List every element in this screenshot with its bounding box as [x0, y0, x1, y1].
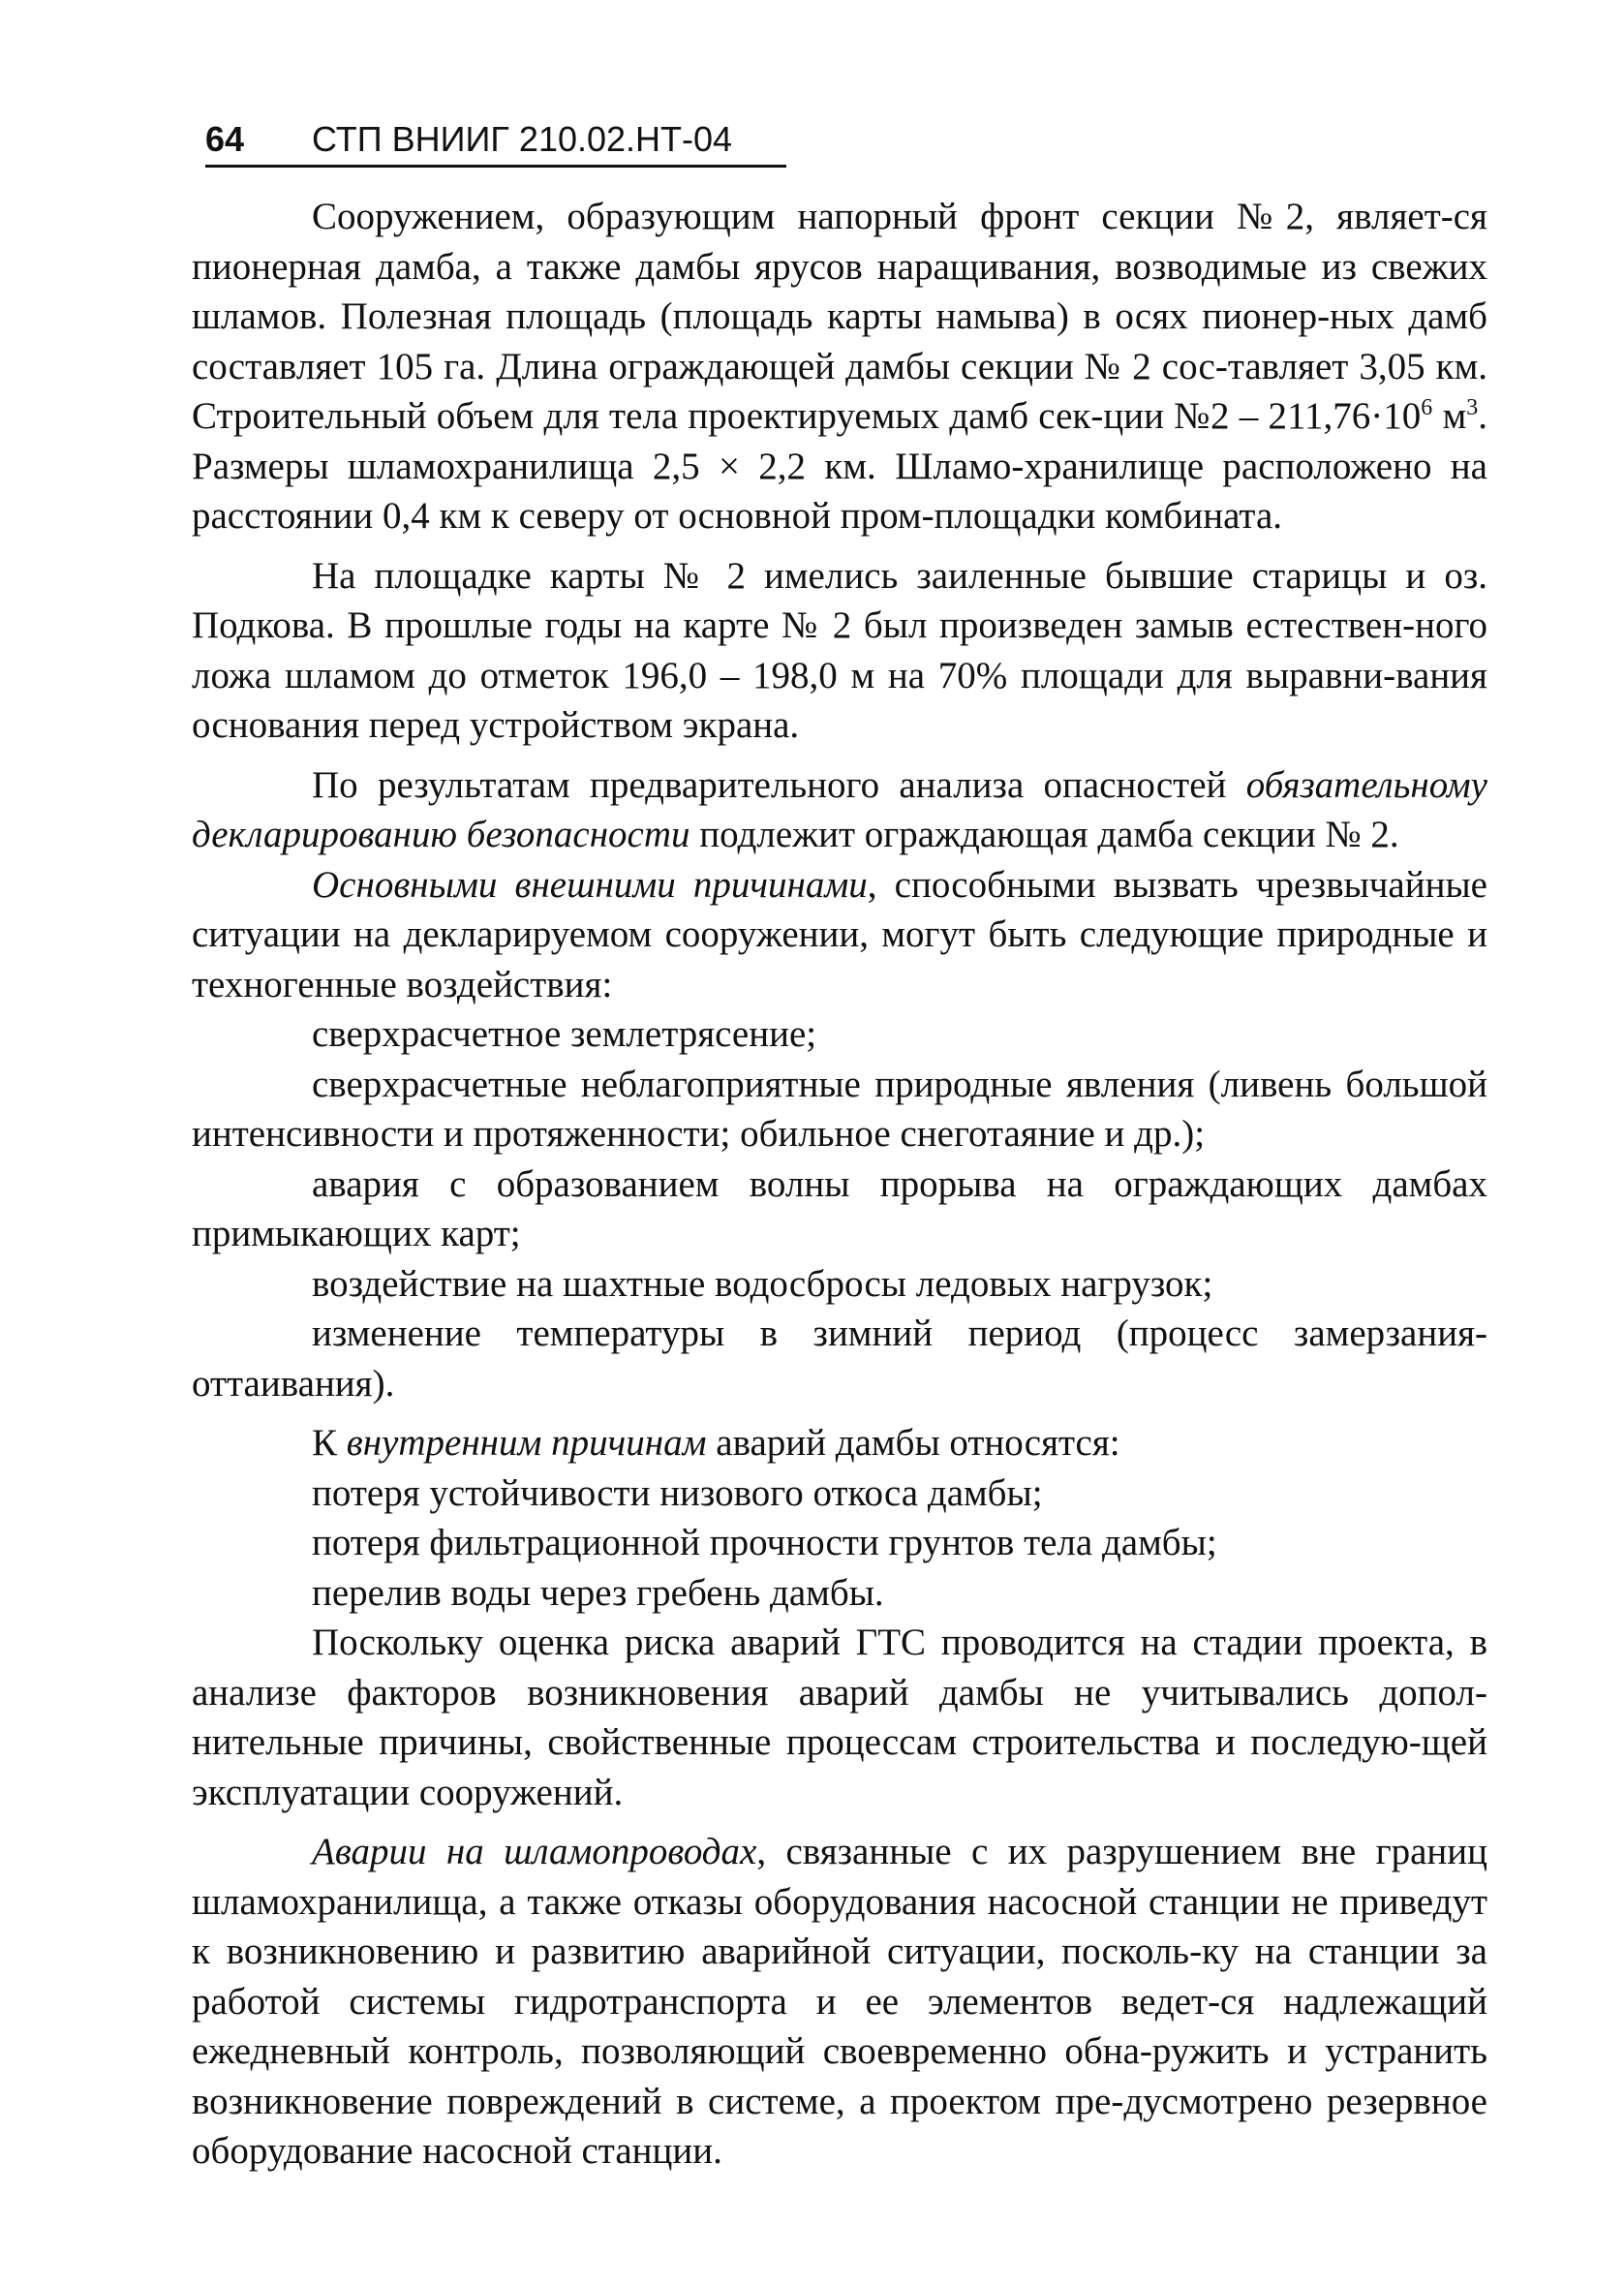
paragraph-structure-description [192, 192, 1487, 541]
paragraph-pipeline-accidents [192, 1827, 1487, 2177]
list-item: изменение температуры в зимний период (процесс замерзания-оттаивания). [192, 1313, 1487, 1405]
paragraph-external-causes [192, 860, 1487, 1010]
paragraph-text: м [1432, 395, 1467, 437]
paragraph-internal-causes [192, 1418, 1487, 1468]
list-item: потеря устойчивости низового откоса дамбы; [312, 1471, 1043, 1514]
page-body [192, 192, 1487, 2177]
paragraph-text: . Размеры шламохранилища 2,5 × 2,2 км. Шламо-хранилище расположено на расстоянии 0,4 км к северу от основной пром-площадки комбината. [192, 395, 1487, 537]
paragraph-site-history: На площадке карты № 2 имелись заиленные бывшие старицы и оз. Подкова. В прошлые годы на карте № 2 был произведен замыв естествен-ного ложа шламом до отметок 196,0 – 198,0 м на 70% площади для выравни-вания основания перед устройством экрана. [192, 554, 1487, 746]
paragraph-text: Сооружением, образующим напорный фронт секции №2, являет-ся пионерная дамба, а также дамбы ярусов наращивания, возводимые из свежих шламов. Полезная площадь (площадь карты намыва) в осях пионер-ных дамб составляет 105 га. Длина ограждающей дамбы секции № 2 сос-тавляет 3,05 км. Строительный объем для тела проектируемых дамб сек-ции №2 – 211,76·10 [192, 196, 1487, 437]
list-item: сверхрасчетные неблагоприятные природные явления (ливень большой интенсивности и протяженности; обильное снеготаяние и др.); [192, 1063, 1487, 1155]
paragraph-text: аварий дамбы относятся: [706, 1422, 1120, 1464]
paragraph-risk-assessment: Поскольку оценка риска аварий ГТС проводится на стадии проекта, в анализе факторов возникновения аварий дамбы не учитывались допол-нительные причины, свойственные процессам строительства и последую-щей эксплуатации сооружений. [192, 1622, 1487, 1813]
list-item: потеря фильтрационной прочности грунтов тела дамбы; [312, 1522, 1217, 1563]
superscript: 3 [1466, 395, 1479, 420]
emphasis-text: обязательному декларированию безопасности [192, 763, 1487, 855]
emphasis-text: Аварии на шламопроводах [312, 1831, 757, 1872]
superscript: 6 [1421, 395, 1433, 420]
emphasis-text: Основными внешними причинами [312, 863, 868, 906]
paragraph-text: По результатам предварительного анализа опасностей [312, 763, 1246, 806]
list-item: воздействие на шахтные водосбросы ледовых нагрузок; [312, 1262, 1213, 1305]
paragraph-text: , способными вызвать чрезвычайные ситуации на декларируемом сооружении, могут быть следующие природные и техногенные воздействия: [192, 863, 1487, 1005]
document-code: СТП ВНИИГ 210.02.НТ-04 [312, 119, 733, 159]
page-header [205, 114, 786, 168]
list-item: перелив воды через гребень дамбы. [312, 1571, 884, 1614]
paragraph-text: подлежит ограждающая дамба секции № 2. [689, 814, 1399, 855]
list-item: сверхрасчетное землетрясение; [312, 1013, 817, 1055]
paragraph-text: К [312, 1422, 347, 1464]
list-item: авария с образованием волны прорыва на ограждающих дамбах примыкающих карт; [192, 1162, 1487, 1254]
paragraph-declaration [192, 760, 1487, 860]
emphasis-text: внутренним причинам [346, 1422, 707, 1464]
page-number: 64 [205, 119, 245, 159]
paragraph-text: , связанные с их разрушением вне границ шламохранилища, а также отказы оборудования насосной станции не приведут к возникновению и развитию аварийной ситуации, посколь-ку на станции за работой системы гидротранспорта и ее элементов ведет-ся надлежащий ежедневный контроль, позволяющий своевременно обна-ружить и устранить возникновение повреждений в системе, а проектом пре-дусмотрено резервное оборудование насосной станции. [192, 1831, 1487, 2172]
